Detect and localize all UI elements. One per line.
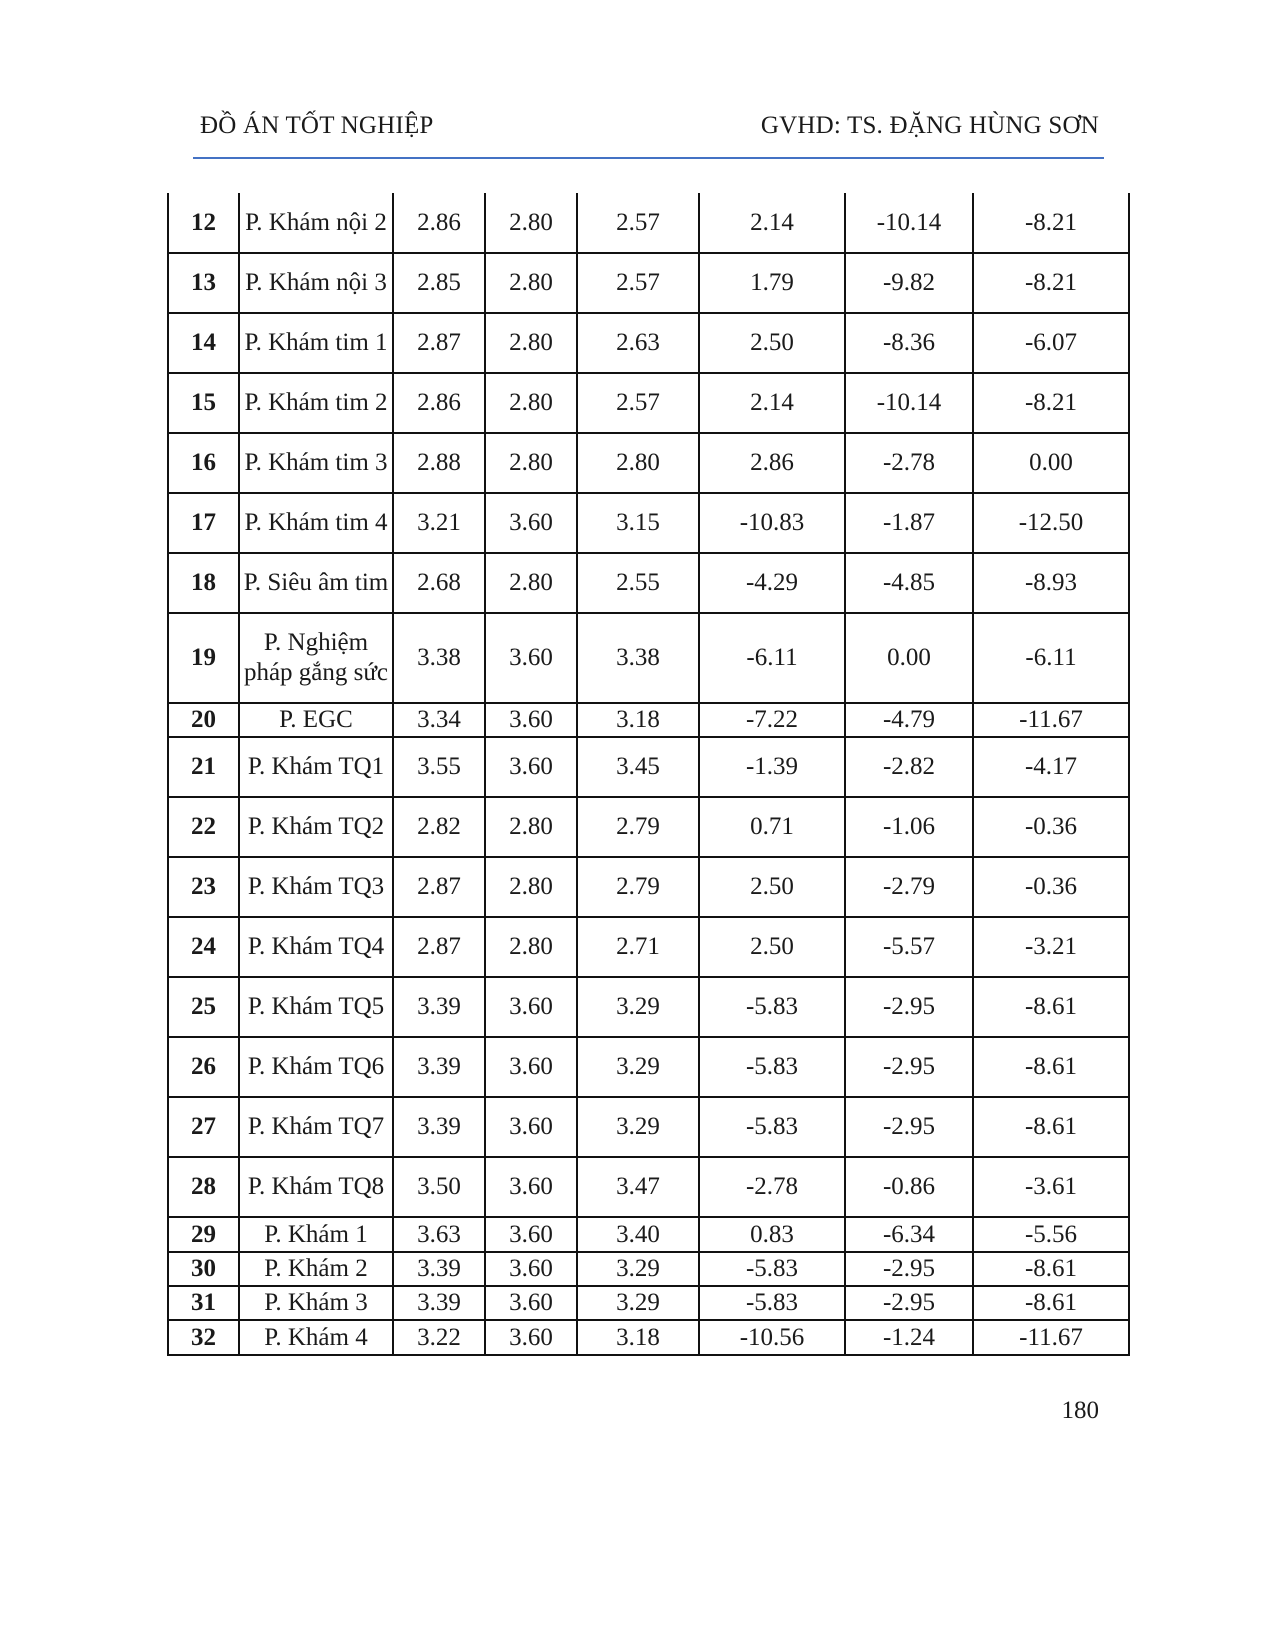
value-cell: 3.60 <box>485 1286 577 1320</box>
value-cell: -8.61 <box>973 1286 1129 1320</box>
value-cell: 2.88 <box>393 433 485 493</box>
value-cell: 3.60 <box>485 703 577 737</box>
value-cell: 2.57 <box>577 253 699 313</box>
value-cell: 2.80 <box>485 373 577 433</box>
value-cell: 3.15 <box>577 493 699 553</box>
room-name-cell: P. Khám tim 1 <box>239 313 393 373</box>
page-header <box>200 112 1099 152</box>
value-cell: -11.67 <box>973 703 1129 737</box>
value-cell: 3.60 <box>485 1320 577 1355</box>
value-cell: 3.39 <box>393 1037 485 1097</box>
value-cell: 2.57 <box>577 373 699 433</box>
value-cell: 2.80 <box>485 797 577 857</box>
row-number-cell: 30 <box>168 1252 239 1286</box>
room-name-cell: P. Khám nội 2 <box>239 193 393 253</box>
room-name-cell: P. Khám TQ7 <box>239 1097 393 1157</box>
value-cell: -4.17 <box>973 737 1129 797</box>
value-cell: 2.80 <box>485 553 577 613</box>
table-row <box>168 1097 1129 1157</box>
value-cell: 3.60 <box>485 737 577 797</box>
value-cell: 2.80 <box>485 313 577 373</box>
value-cell: 2.14 <box>699 373 845 433</box>
value-cell: 2.82 <box>393 797 485 857</box>
value-cell: 3.29 <box>577 1286 699 1320</box>
data-table <box>167 193 1130 1356</box>
room-name-cell: P. Khám TQ5 <box>239 977 393 1037</box>
value-cell: 3.29 <box>577 1252 699 1286</box>
value-cell: -5.83 <box>699 1286 845 1320</box>
value-cell: 2.79 <box>577 797 699 857</box>
header-right-advisor: GVHD: TS. ĐẶNG HÙNG SƠN <box>760 112 1099 139</box>
room-name-cell: P. Siêu âm tim <box>239 553 393 613</box>
value-cell: 2.50 <box>699 313 845 373</box>
value-cell: 2.50 <box>699 917 845 977</box>
value-cell: 3.18 <box>577 703 699 737</box>
value-cell: 3.60 <box>485 1097 577 1157</box>
value-cell: 0.00 <box>973 433 1129 493</box>
value-cell: -6.11 <box>973 613 1129 703</box>
room-name-cell: P. Khám TQ8 <box>239 1157 393 1217</box>
value-cell: 2.86 <box>393 193 485 253</box>
value-cell: -2.78 <box>699 1157 845 1217</box>
value-cell: 3.34 <box>393 703 485 737</box>
value-cell: -5.56 <box>973 1217 1129 1252</box>
room-name-cell: P. Khám tim 4 <box>239 493 393 553</box>
table-row <box>168 1286 1129 1320</box>
row-number-cell: 20 <box>168 703 239 737</box>
table-row <box>168 313 1129 373</box>
row-number-cell: 26 <box>168 1037 239 1097</box>
value-cell: -2.79 <box>845 857 973 917</box>
value-cell: -10.14 <box>845 193 973 253</box>
room-name-cell: P. Khám 3 <box>239 1286 393 1320</box>
row-number-cell: 17 <box>168 493 239 553</box>
row-number-cell: 29 <box>168 1217 239 1252</box>
value-cell: 3.39 <box>393 977 485 1037</box>
value-cell: 2.80 <box>485 433 577 493</box>
value-cell: 2.87 <box>393 857 485 917</box>
value-cell: -2.95 <box>845 1097 973 1157</box>
table-row <box>168 797 1129 857</box>
row-number-cell: 18 <box>168 553 239 613</box>
value-cell: 1.79 <box>699 253 845 313</box>
table-row <box>168 737 1129 797</box>
value-cell: 3.38 <box>577 613 699 703</box>
value-cell: 3.39 <box>393 1252 485 1286</box>
value-cell: 2.79 <box>577 857 699 917</box>
value-cell: -9.82 <box>845 253 973 313</box>
value-cell: 3.60 <box>485 1252 577 1286</box>
room-name-cell: P. Khám 2 <box>239 1252 393 1286</box>
value-cell: -2.82 <box>845 737 973 797</box>
value-cell: 2.87 <box>393 313 485 373</box>
row-number-cell: 14 <box>168 313 239 373</box>
room-name-cell: P. Nghiệm pháp gắng sức <box>239 613 393 703</box>
value-cell: -8.61 <box>973 977 1129 1037</box>
value-cell: -7.22 <box>699 703 845 737</box>
row-number-cell: 31 <box>168 1286 239 1320</box>
value-cell: 2.86 <box>699 433 845 493</box>
table-row <box>168 1157 1129 1217</box>
row-number-cell: 16 <box>168 433 239 493</box>
room-name-cell: P. Khám 4 <box>239 1320 393 1355</box>
value-cell: 0.00 <box>845 613 973 703</box>
room-name-cell: P. Khám tim 2 <box>239 373 393 433</box>
value-cell: -10.56 <box>699 1320 845 1355</box>
value-cell: -8.36 <box>845 313 973 373</box>
table-row <box>168 917 1129 977</box>
value-cell: -10.83 <box>699 493 845 553</box>
value-cell: -1.87 <box>845 493 973 553</box>
table-row <box>168 553 1129 613</box>
room-name-cell: P. Khám TQ4 <box>239 917 393 977</box>
value-cell: 3.60 <box>485 613 577 703</box>
value-cell: 2.86 <box>393 373 485 433</box>
value-cell: 3.38 <box>393 613 485 703</box>
header-divider <box>193 157 1104 159</box>
value-cell: -8.21 <box>973 253 1129 313</box>
value-cell: 2.80 <box>485 857 577 917</box>
value-cell: 2.71 <box>577 917 699 977</box>
table-row <box>168 1320 1129 1355</box>
row-number-cell: 24 <box>168 917 239 977</box>
room-name-cell: P. Khám TQ2 <box>239 797 393 857</box>
row-number-cell: 32 <box>168 1320 239 1355</box>
value-cell: 3.22 <box>393 1320 485 1355</box>
value-cell: -8.93 <box>973 553 1129 613</box>
value-cell: 2.80 <box>485 193 577 253</box>
value-cell: -4.79 <box>845 703 973 737</box>
row-number-cell: 13 <box>168 253 239 313</box>
value-cell: 2.55 <box>577 553 699 613</box>
table-row <box>168 1252 1129 1286</box>
value-cell: 3.60 <box>485 493 577 553</box>
table-row <box>168 1037 1129 1097</box>
value-cell: -3.61 <box>973 1157 1129 1217</box>
value-cell: 2.80 <box>485 917 577 977</box>
value-cell: 3.47 <box>577 1157 699 1217</box>
table-row <box>168 493 1129 553</box>
value-cell: -5.83 <box>699 1252 845 1286</box>
table-row <box>168 373 1129 433</box>
value-cell: 3.60 <box>485 977 577 1037</box>
room-name-cell: P. EGC <box>239 703 393 737</box>
page-number: 180 <box>1061 1397 1099 1424</box>
value-cell: -6.34 <box>845 1217 973 1252</box>
table-row <box>168 1217 1129 1252</box>
value-cell: 3.21 <box>393 493 485 553</box>
value-cell: -8.61 <box>973 1037 1129 1097</box>
value-cell: -2.78 <box>845 433 973 493</box>
value-cell: -4.29 <box>699 553 845 613</box>
table-body <box>168 193 1129 1355</box>
value-cell: 3.39 <box>393 1097 485 1157</box>
value-cell: -1.24 <box>845 1320 973 1355</box>
room-name-cell: P. Khám 1 <box>239 1217 393 1252</box>
row-number-cell: 19 <box>168 613 239 703</box>
value-cell: -12.50 <box>973 493 1129 553</box>
value-cell: -2.95 <box>845 1037 973 1097</box>
value-cell: 2.63 <box>577 313 699 373</box>
room-name-cell: P. Khám TQ1 <box>239 737 393 797</box>
table-row <box>168 433 1129 493</box>
room-name-cell: P. Khám TQ6 <box>239 1037 393 1097</box>
value-cell: 3.60 <box>485 1217 577 1252</box>
value-cell: 3.29 <box>577 977 699 1037</box>
value-cell: 2.80 <box>485 253 577 313</box>
table-row <box>168 857 1129 917</box>
value-cell: -0.36 <box>973 857 1129 917</box>
value-cell: 3.60 <box>485 1157 577 1217</box>
value-cell: -5.57 <box>845 917 973 977</box>
value-cell: -1.39 <box>699 737 845 797</box>
value-cell: 3.40 <box>577 1217 699 1252</box>
value-cell: 3.45 <box>577 737 699 797</box>
value-cell: 2.87 <box>393 917 485 977</box>
row-number-cell: 15 <box>168 373 239 433</box>
value-cell: 3.55 <box>393 737 485 797</box>
value-cell: -2.95 <box>845 977 973 1037</box>
value-cell: -6.07 <box>973 313 1129 373</box>
value-cell: -10.14 <box>845 373 973 433</box>
value-cell: 0.71 <box>699 797 845 857</box>
value-cell: -8.21 <box>973 373 1129 433</box>
value-cell: 3.29 <box>577 1097 699 1157</box>
row-number-cell: 27 <box>168 1097 239 1157</box>
value-cell: 2.85 <box>393 253 485 313</box>
value-cell: 3.63 <box>393 1217 485 1252</box>
value-cell: -5.83 <box>699 1037 845 1097</box>
value-cell: -4.85 <box>845 553 973 613</box>
value-cell: -5.83 <box>699 977 845 1037</box>
value-cell: 2.57 <box>577 193 699 253</box>
value-cell: -5.83 <box>699 1097 845 1157</box>
value-cell: 3.39 <box>393 1286 485 1320</box>
value-cell: -2.95 <box>845 1252 973 1286</box>
value-cell: -1.06 <box>845 797 973 857</box>
row-number-cell: 21 <box>168 737 239 797</box>
header-left-title: ĐỒ ÁN TỐT NGHIỆP <box>200 112 434 139</box>
table-row <box>168 613 1129 703</box>
value-cell: 0.83 <box>699 1217 845 1252</box>
value-cell: 2.50 <box>699 857 845 917</box>
value-cell: -0.86 <box>845 1157 973 1217</box>
row-number-cell: 23 <box>168 857 239 917</box>
row-number-cell: 22 <box>168 797 239 857</box>
value-cell: -0.36 <box>973 797 1129 857</box>
room-name-cell: P. Khám tim 3 <box>239 433 393 493</box>
value-cell: 2.14 <box>699 193 845 253</box>
table-row <box>168 977 1129 1037</box>
row-number-cell: 28 <box>168 1157 239 1217</box>
value-cell: 3.60 <box>485 1037 577 1097</box>
room-name-cell: P. Khám nội 3 <box>239 253 393 313</box>
value-cell: -3.21 <box>973 917 1129 977</box>
value-cell: -2.95 <box>845 1286 973 1320</box>
row-number-cell: 25 <box>168 977 239 1037</box>
value-cell: 3.29 <box>577 1037 699 1097</box>
value-cell: -6.11 <box>699 613 845 703</box>
value-cell: -11.67 <box>973 1320 1129 1355</box>
value-cell: 3.50 <box>393 1157 485 1217</box>
row-number-cell: 12 <box>168 193 239 253</box>
table-row <box>168 703 1129 737</box>
table-row <box>168 253 1129 313</box>
value-cell: 3.18 <box>577 1320 699 1355</box>
value-cell: -8.21 <box>973 193 1129 253</box>
value-cell: -8.61 <box>973 1097 1129 1157</box>
value-cell: 2.80 <box>577 433 699 493</box>
table-row <box>168 193 1129 253</box>
value-cell: -8.61 <box>973 1252 1129 1286</box>
value-cell: 2.68 <box>393 553 485 613</box>
room-name-cell: P. Khám TQ3 <box>239 857 393 917</box>
